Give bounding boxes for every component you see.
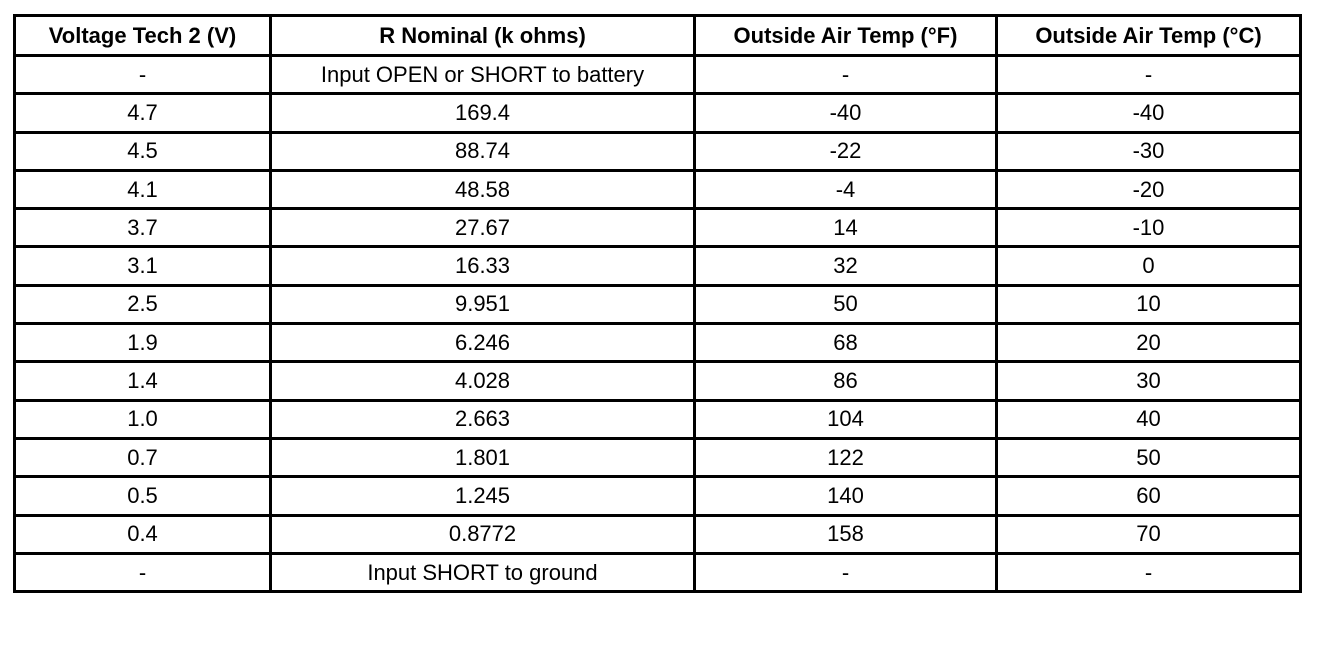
- cell-temp-f: 32: [695, 247, 997, 285]
- cell-temp-f: 68: [695, 324, 997, 362]
- cell-voltage: 4.5: [15, 132, 271, 170]
- header-voltage: Voltage Tech 2 (V): [15, 16, 271, 56]
- table-row: [15, 515, 1301, 553]
- cell-r-nominal: 88.74: [271, 132, 695, 170]
- cell-temp-f: -22: [695, 132, 997, 170]
- header-temp-f: Outside Air Temp (°F): [695, 16, 997, 56]
- cell-temp-f: -4: [695, 170, 997, 208]
- cell-r-nominal: 27.67: [271, 209, 695, 247]
- cell-voltage: 1.0: [15, 400, 271, 438]
- cell-voltage: 0.4: [15, 515, 271, 553]
- cell-r-nominal: Input OPEN or SHORT to battery: [271, 56, 695, 94]
- cell-temp-f: -: [695, 56, 997, 94]
- cell-r-nominal: 48.58: [271, 170, 695, 208]
- cell-voltage: 2.5: [15, 285, 271, 323]
- table-row: [15, 170, 1301, 208]
- cell-temp-c: 60: [997, 477, 1301, 515]
- cell-temp-c: -40: [997, 94, 1301, 132]
- header-r-nominal: R Nominal (k ohms): [271, 16, 695, 56]
- table-row: [15, 324, 1301, 362]
- cell-r-nominal: 6.246: [271, 324, 695, 362]
- cell-r-nominal: 2.663: [271, 400, 695, 438]
- cell-r-nominal: 1.801: [271, 438, 695, 476]
- table-row: [15, 247, 1301, 285]
- table-row: [15, 209, 1301, 247]
- cell-temp-f: 14: [695, 209, 997, 247]
- cell-temp-c: 40: [997, 400, 1301, 438]
- cell-voltage: -: [15, 56, 271, 94]
- cell-voltage: -: [15, 553, 271, 591]
- cell-voltage: 1.9: [15, 324, 271, 362]
- cell-temp-c: -30: [997, 132, 1301, 170]
- table-row: [15, 553, 1301, 591]
- table-row: [15, 400, 1301, 438]
- cell-temp-c: 50: [997, 438, 1301, 476]
- cell-r-nominal: 9.951: [271, 285, 695, 323]
- cell-voltage: 3.7: [15, 209, 271, 247]
- cell-temp-c: -10: [997, 209, 1301, 247]
- cell-r-nominal: 169.4: [271, 94, 695, 132]
- table-row: [15, 56, 1301, 94]
- table-row: [15, 477, 1301, 515]
- cell-r-nominal: 4.028: [271, 362, 695, 400]
- cell-temp-c: -: [997, 553, 1301, 591]
- table-header: [15, 16, 1301, 56]
- cell-temp-f: 104: [695, 400, 997, 438]
- cell-temp-f: -: [695, 553, 997, 591]
- table-row: [15, 132, 1301, 170]
- cell-temp-f: 140: [695, 477, 997, 515]
- cell-temp-c: 30: [997, 362, 1301, 400]
- cell-temp-f: -40: [695, 94, 997, 132]
- cell-r-nominal: 16.33: [271, 247, 695, 285]
- cell-temp-c: 10: [997, 285, 1301, 323]
- cell-r-nominal: 1.245: [271, 477, 695, 515]
- cell-temp-f: 122: [695, 438, 997, 476]
- cell-temp-f: 50: [695, 285, 997, 323]
- sensor-table: [13, 14, 1302, 593]
- cell-r-nominal: Input SHORT to ground: [271, 553, 695, 591]
- table-row: [15, 285, 1301, 323]
- cell-voltage: 4.1: [15, 170, 271, 208]
- header-row: [15, 16, 1301, 56]
- cell-voltage: 3.1: [15, 247, 271, 285]
- cell-temp-f: 158: [695, 515, 997, 553]
- cell-temp-c: 70: [997, 515, 1301, 553]
- cell-temp-c: -: [997, 56, 1301, 94]
- cell-voltage: 0.7: [15, 438, 271, 476]
- table-body: [15, 56, 1301, 592]
- table-row: [15, 438, 1301, 476]
- cell-voltage: 1.4: [15, 362, 271, 400]
- table-row: [15, 362, 1301, 400]
- table-row: [15, 94, 1301, 132]
- cell-temp-c: 0: [997, 247, 1301, 285]
- cell-temp-c: 20: [997, 324, 1301, 362]
- cell-voltage: 4.7: [15, 94, 271, 132]
- cell-r-nominal: 0.8772: [271, 515, 695, 553]
- cell-temp-c: -20: [997, 170, 1301, 208]
- header-temp-c: Outside Air Temp (°C): [997, 16, 1301, 56]
- cell-temp-f: 86: [695, 362, 997, 400]
- cell-voltage: 0.5: [15, 477, 271, 515]
